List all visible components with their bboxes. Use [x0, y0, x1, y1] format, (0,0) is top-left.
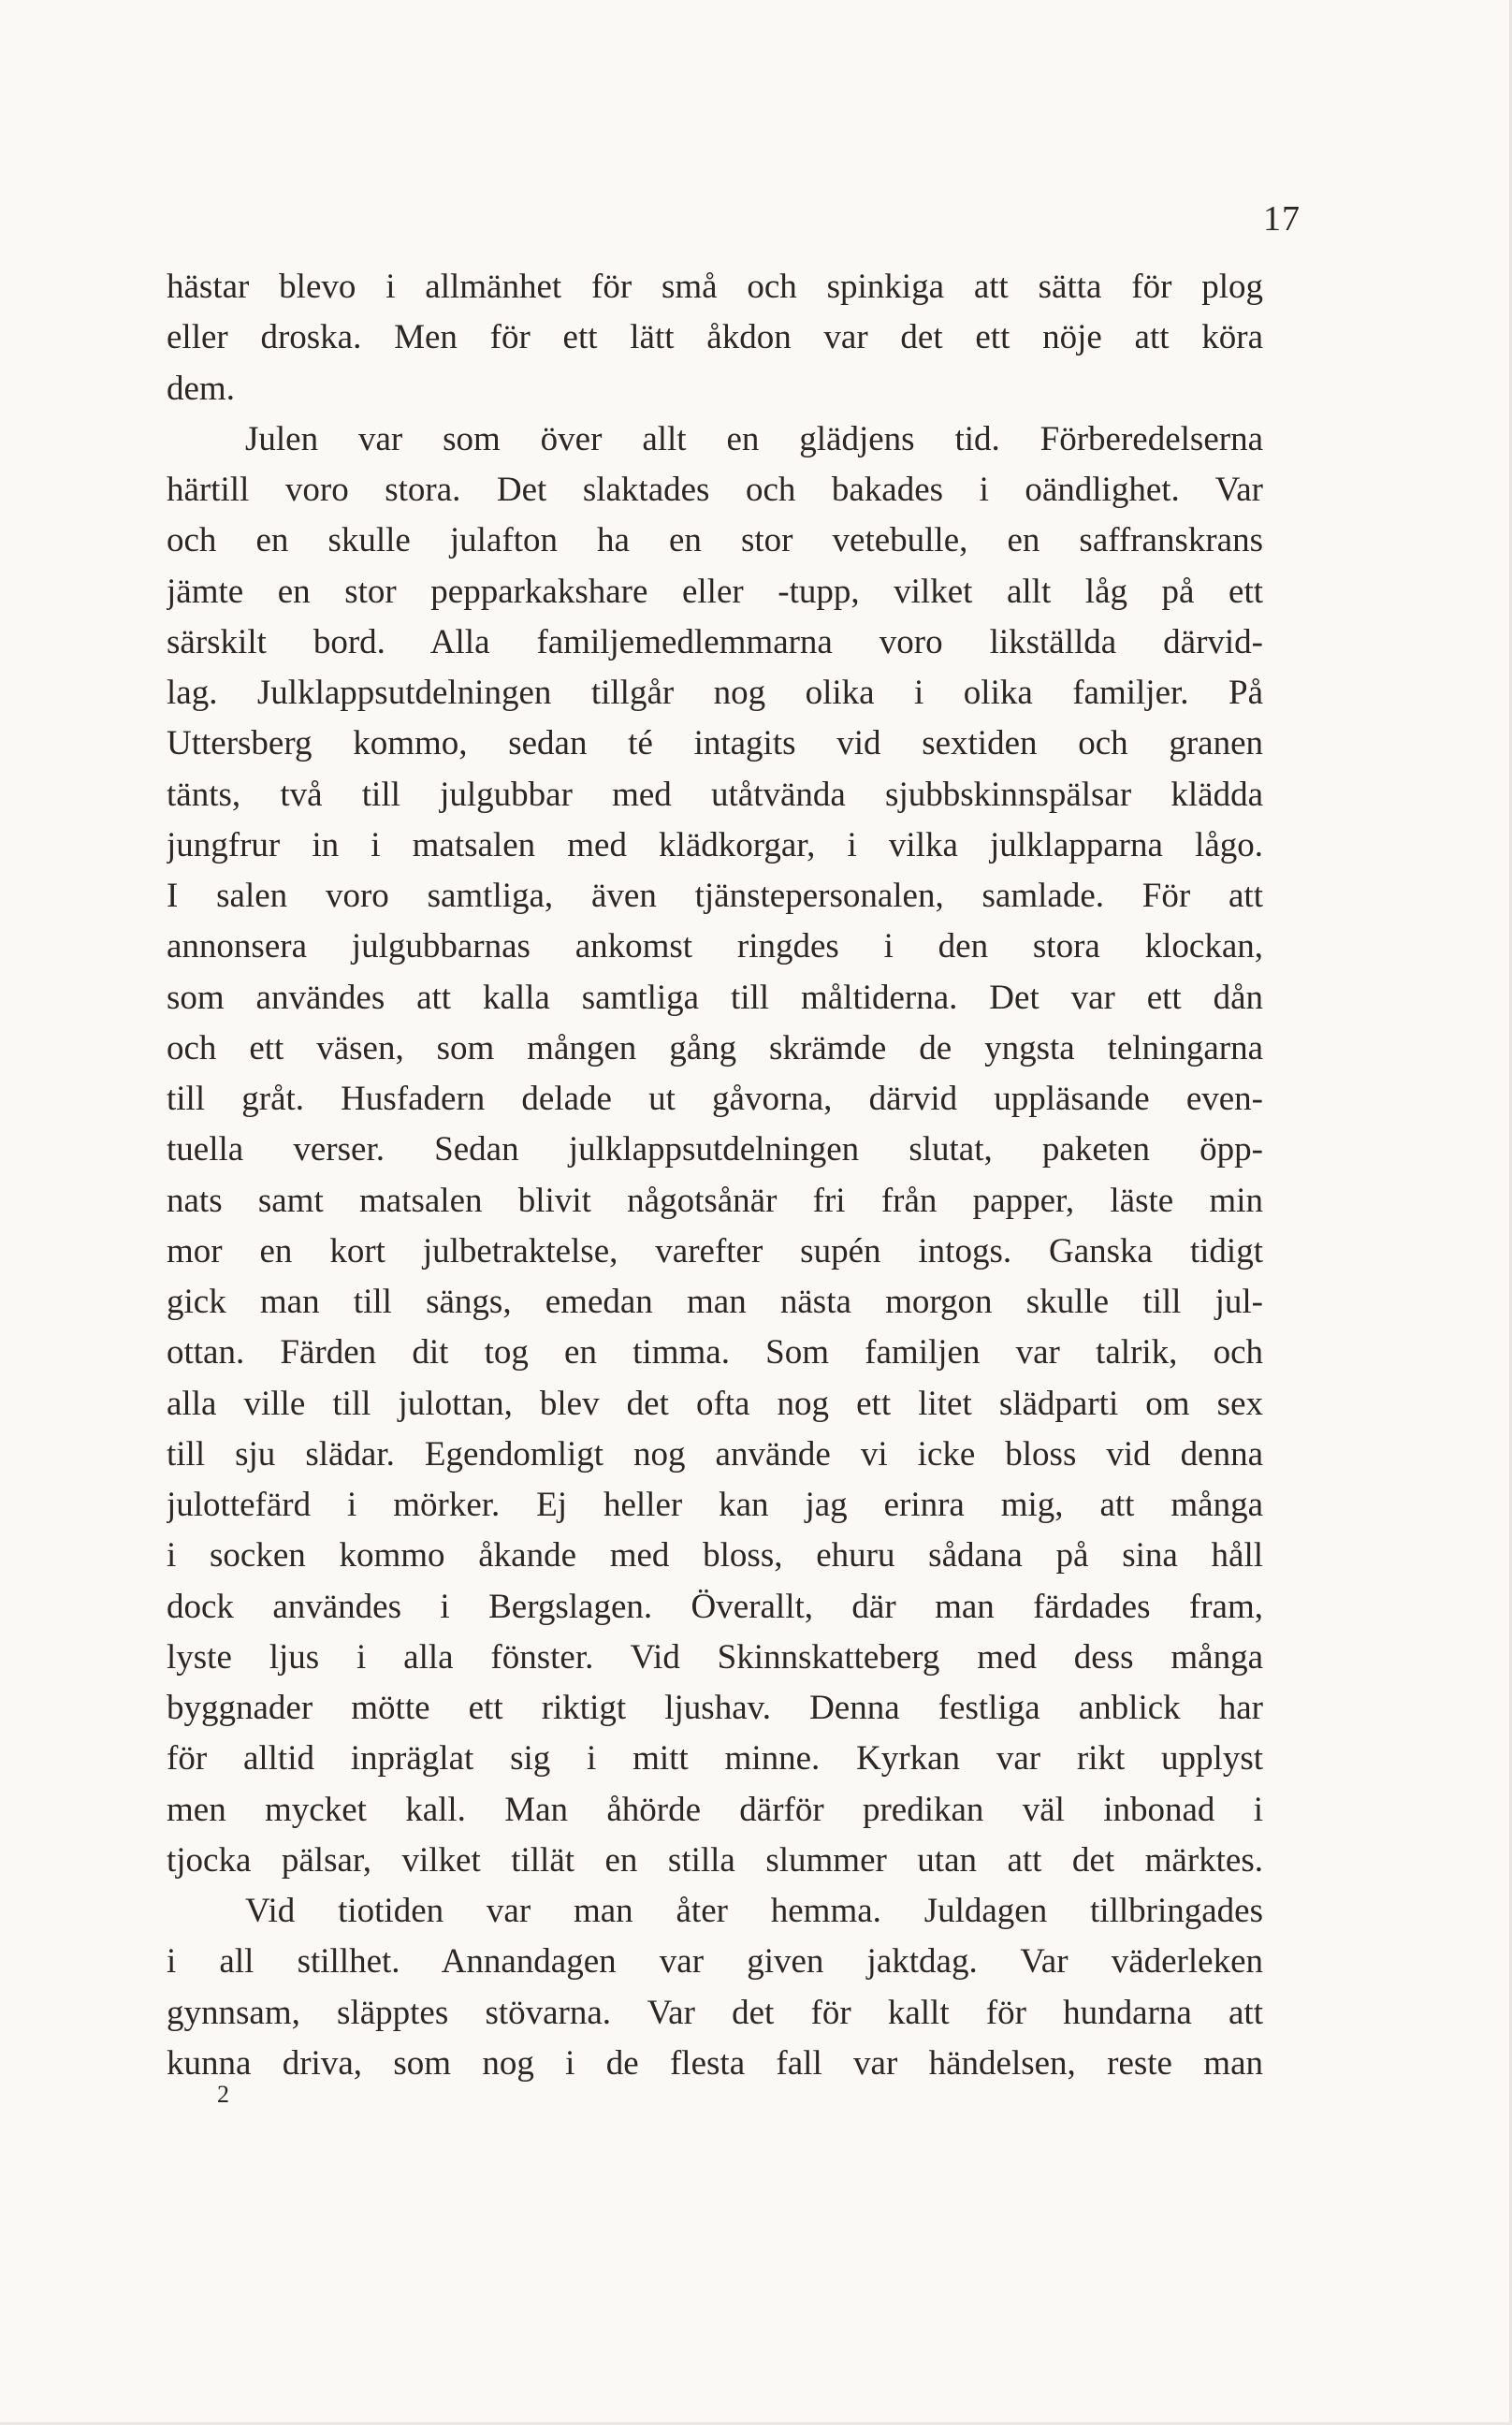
text-line: i all stillhet. Annandagen var given jaktdag. Var väderleken: [167, 1942, 1263, 1982]
text-line: tänts, två till julgubbar med utåtvända sjubbskinnspälsar klädda: [167, 775, 1263, 814]
text-line: jungfrur in i matsalen med klädkorgar, i vilka julklapparna lågo.: [167, 825, 1263, 864]
text-line: gick man till sängs, emedan man nästa morgon skulle till jul-: [167, 1283, 1263, 1321]
text-line: härtill voro stora. Det slaktades och bakades i oändlighet. Var: [167, 471, 1263, 509]
text-line: Uttersberg kommo, sedan té intagits vid sextiden och granen: [167, 724, 1263, 763]
text-line: Vid tiotiden var man åter hemma. Juldagen tillbringades: [245, 1892, 1263, 1930]
text-line: mor en kort julbetraktelse, varefter supén intogs. Ganska tidigt: [167, 1231, 1263, 1271]
text-line: dem.: [167, 369, 235, 408]
text-line: lyste ljus i alla fönster. Vid Skinnskatteberg med dess många: [167, 1637, 1263, 1677]
text-line: hästar blevo i allmänhet för små och spinkiga att sätta för plog: [167, 268, 1263, 306]
text-line: nats samt matsalen blivit någotsånär fri från papper, läste min: [167, 1181, 1263, 1220]
signature-mark: 2: [217, 2081, 229, 2108]
text-line: dock användes i Bergslagen. Överallt, där man färdades fram,: [167, 1587, 1263, 1626]
text-line: eller droska. Men för ett lätt åkdon var det ett nöje att köra: [167, 318, 1263, 357]
body-text: [167, 262, 1263, 2089]
text-line: till gråt. Husfadern delade ut gåvorna, därvid uppläsande even-: [167, 1080, 1263, 1118]
text-line: alla ville till julottan, blev det ofta nog ett litet slädparti om sex: [167, 1384, 1263, 1423]
text-line: och en skulle julafton ha en stor vetebulle, en saffranskrans: [167, 521, 1263, 560]
text-line: för alltid inpräglat sig i mitt minne. Kyrkan var rikt upplyst: [167, 1739, 1263, 1779]
text-line: annonsera julgubbarnas ankomst ringdes i den stora klockan,: [167, 927, 1263, 966]
text-line: Julen var som över allt en glädjens tid. Förberedelserna: [245, 419, 1263, 458]
text-line: gynnsam, släpptes stövarna. Var det för kallt för hundarna att: [167, 1993, 1263, 2032]
text-line: tuella verser. Sedan julklappsutdelningen slutat, paketen öpp-: [167, 1130, 1263, 1169]
text-line: särskilt bord. Alla familjemedlemmarna voro likställda därvid-: [167, 622, 1263, 661]
text-line: jämte en stor pepparkakshare eller -tupp, vilket allt låg på ett: [167, 572, 1263, 611]
page-number: 17: [1263, 199, 1301, 239]
text-line: till sju slädar. Egendomligt nog använde vi icke bloss vid denna: [167, 1434, 1263, 1474]
text-line: men mycket kall. Man åhörde därför predikan väl inbonad i: [167, 1790, 1263, 1829]
text-line: I salen voro samtliga, även tjänstepersonalen, samlade. För att: [167, 877, 1263, 915]
text-line: och ett väsen, som mången gång skrämde de yngsta telningarna: [167, 1028, 1263, 1067]
text-line: ottan. Färden dit tog en timma. Som familjen var talrik, och: [167, 1333, 1263, 1372]
text-line: byggnader mötte ett riktigt ljushav. Denna festliga anblick har: [167, 1689, 1263, 1727]
text-line: tjocka pälsar, vilket tillät en stilla slummer utan att det märktes.: [167, 1840, 1263, 1880]
text-line: kunna driva, som nog i de flesta fall var händelsen, reste man: [167, 2043, 1263, 2083]
text-line: i socken kommo åkande med bloss, ehuru sådana på sina håll: [167, 1536, 1263, 1576]
text-line: lag. Julklappsutdelningen tillgår nog olika i olika familjer. På: [167, 674, 1263, 712]
text-line: julottefärd i mörker. Ej heller kan jag erinra mig, att många: [167, 1486, 1263, 1524]
text-line: som användes att kalla samtliga till måltiderna. Det var ett dån: [167, 978, 1263, 1017]
